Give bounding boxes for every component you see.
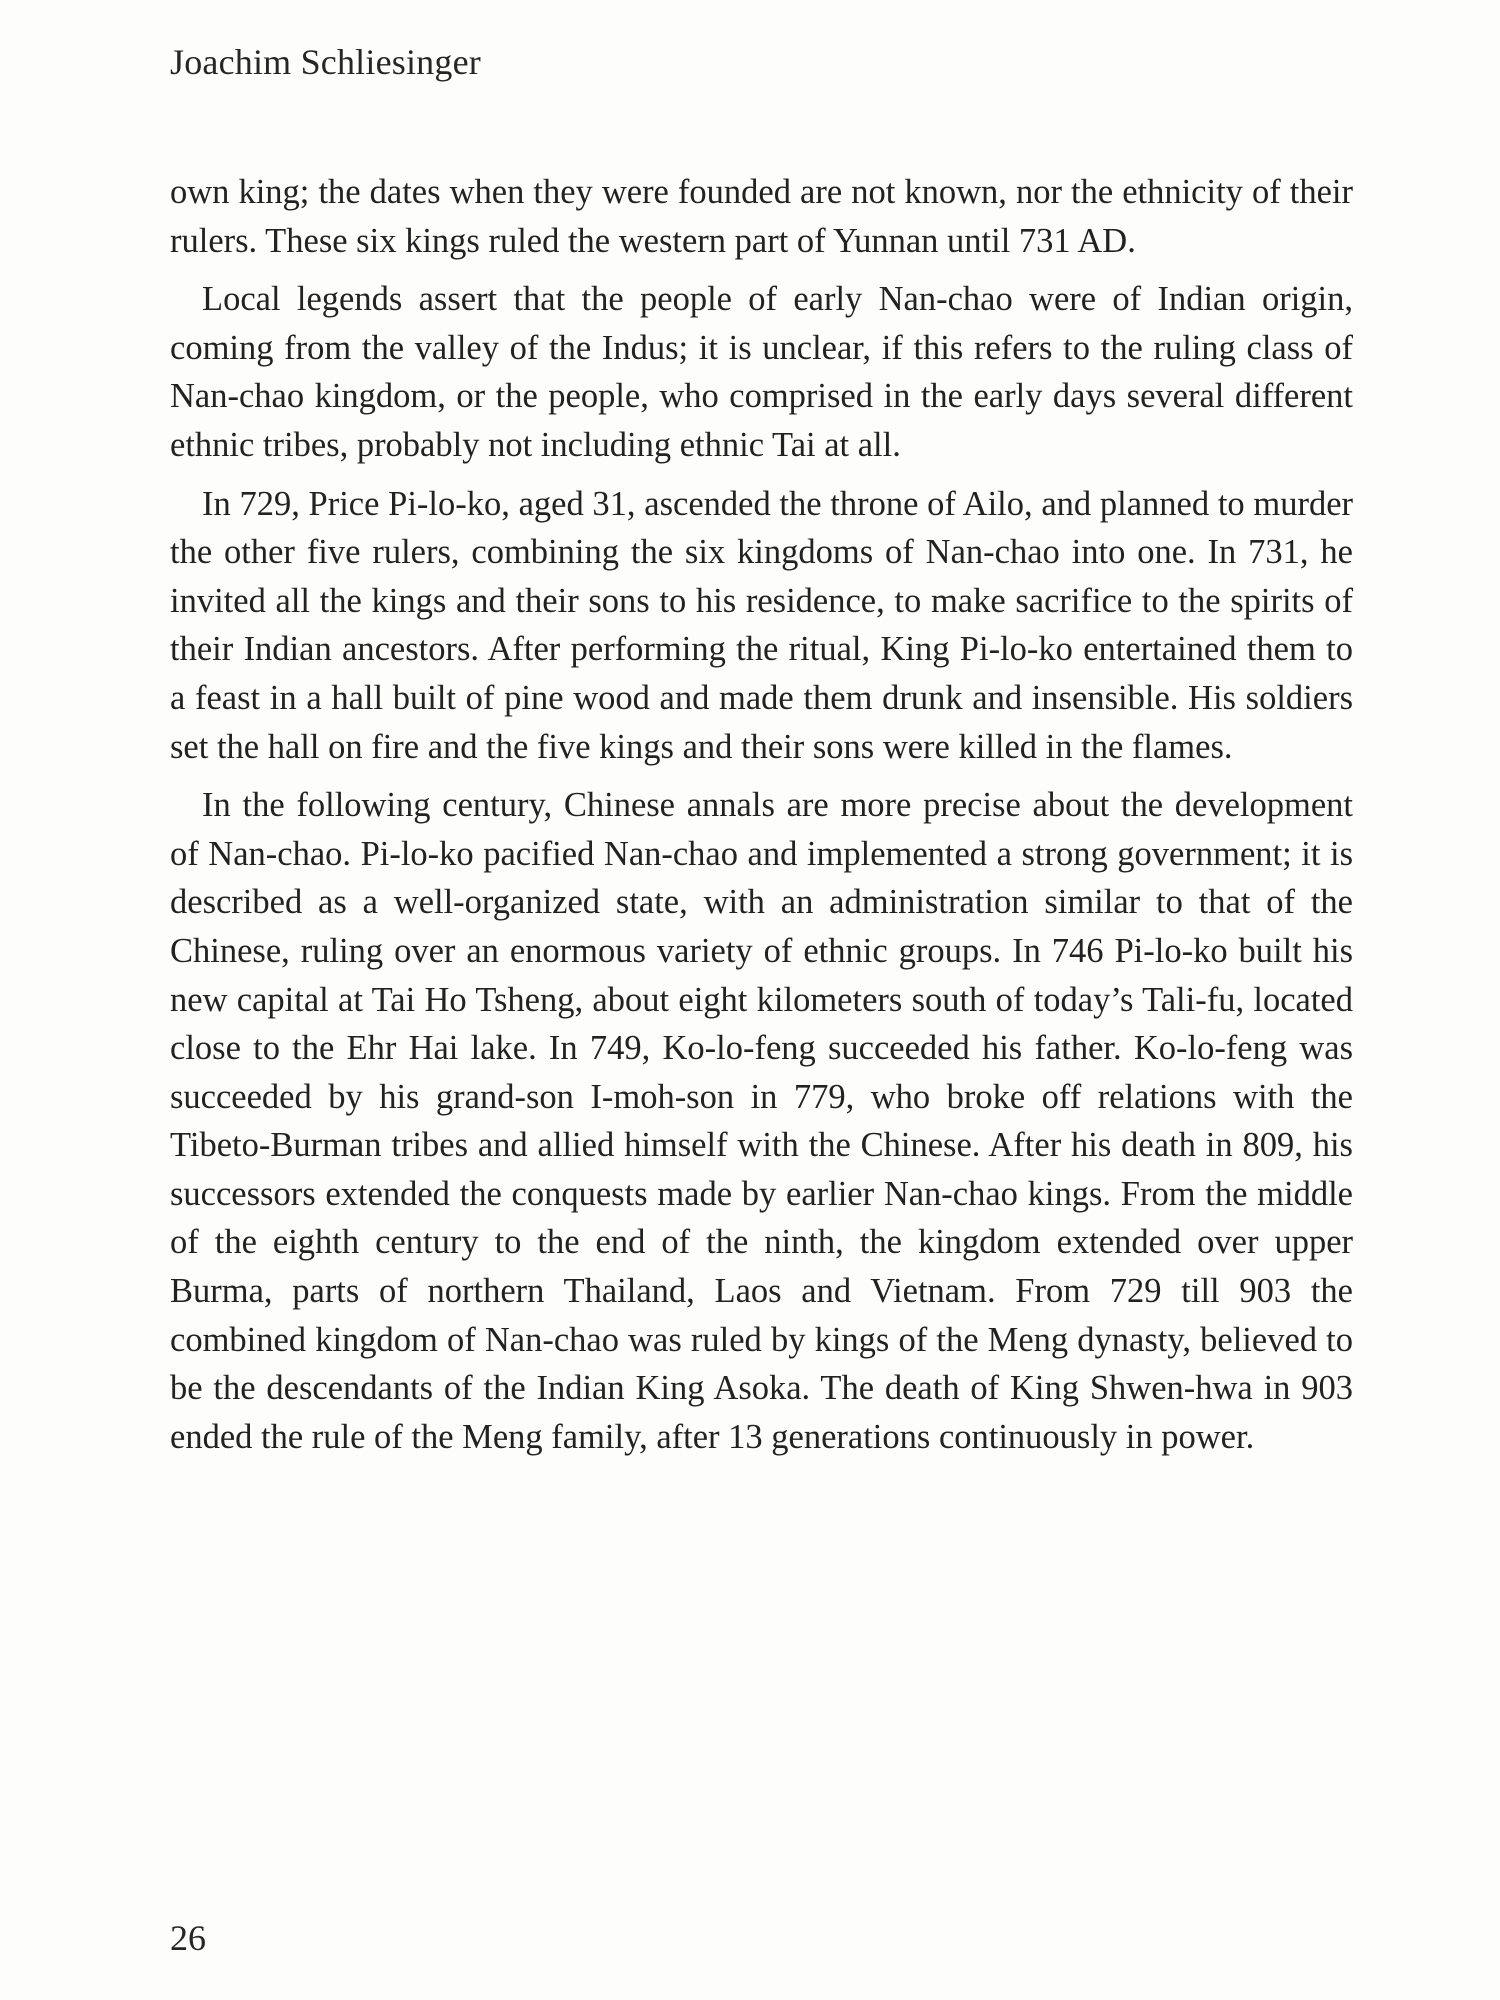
page-number: 26 — [170, 1918, 206, 1958]
paragraph-1: own king; the dates when they were founded are not known, nor the ethnicity of their rulers. These six kings ruled the western part of Yunnan until 731 AD. — [170, 173, 1353, 260]
running-head-author: Joachim Schliesinger — [170, 42, 481, 82]
paragraph-3: In 729, Price Pi-lo-ko, aged 31, ascended the throne of Ailo, and planned to murder the other five rulers, combining the six kingdoms of Nan-chao into one. In 731, he invited all the kings and their sons to his residence, to make sacrifice to the spirits of their Indian ancestors. After performing the ritual, King Pi-lo-ko entertained them to a feast in a hall built of pine wood and made them drunk and insensible. His soldiers set the hall on fire and the five kings and their sons were killed in the flames. — [170, 484, 1353, 766]
paragraph-4: In the following century, Chinese annals are more precise about the development of Nan-chao. Pi-lo-ko pacified Nan-chao and implemented a strong government; it is described as a well-organized state, with an administration similar to that of the Chinese, ruling over an enormous variety of ethnic groups. In 746 Pi-lo-ko built his new capital at Tai Ho Tsheng, about eight kilometers south of today’s Tali-fu, located close to the Ehr Hai lake. In 749, Ko-lo-feng succeeded his father. Ko-lo-feng was succeeded by his grand-son I-moh-son in 779, who broke off relations with the Tibeto-Burman tribes and allied himself with the Chinese. After his death in 809, his successors extended the conquests made by earlier Nan-chao kings. From the middle of the eighth century to the end of the ninth, the kingdom extended over upper Burma, parts of northern Thailand, Laos and Vietnam. From 729 till 903 the combined kingdom of Nan-chao was ruled by kings of the Meng dynasty, believed to be the descendants of the Indian King Asoka. The death of King Shwen-hwa in 903 ended the rule of the Meng family, after 13 generations continuously in power. — [170, 786, 1353, 1456]
paragraph-2: Local legends assert that the people of early Nan-chao were of Indian origin, coming from the valley of the Indus; it is unclear, if this refers to the ruling class of Nan-chao kingdom, or the people, who comprised in the early days several different ethnic tribes, probably not including ethnic Tai at all. — [170, 280, 1353, 464]
body-text — [170, 168, 1353, 1471]
